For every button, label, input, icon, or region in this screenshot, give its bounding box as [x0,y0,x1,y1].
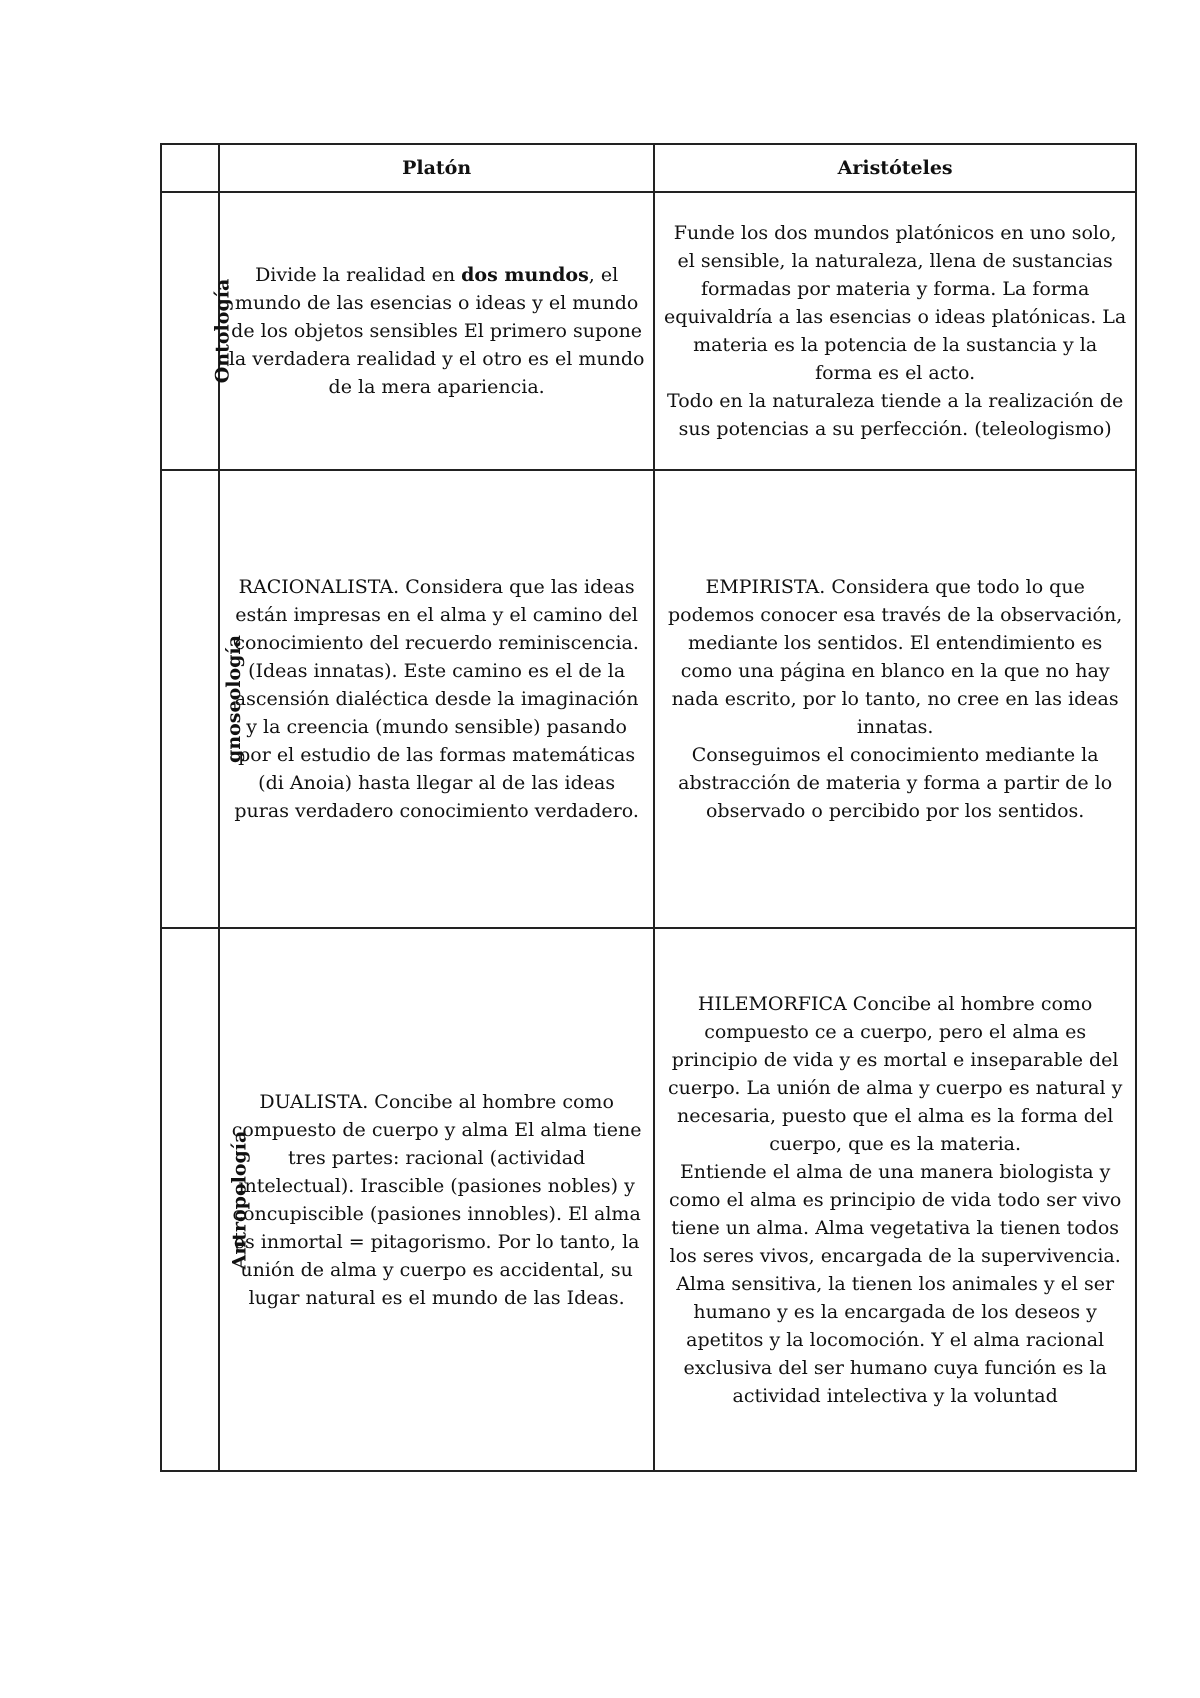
paragraph: Funde los dos mundos platónicos en uno solo, el sensible, la naturaleza, llena de sustancias formadas por materia y forma. La forma equivaldría a las esencias o ideas platónicas. La materia es la potencia de la sustancia y la forma es el acto. [664,222,1127,384]
cell-platon-antropologia [219,928,654,1471]
header-platon: Platón [219,144,654,192]
paragraph: Todo en la naturaleza tiende a la realización de sus potencias a su perfección. (teleologismo) [667,390,1124,440]
header-empty-cell [161,144,219,192]
paragraph: Alma sensitiva, la tienen los animales y el ser humano y es la encargada de los deseos y apetitos y la locomoción. Y el alma racional exclusiva del ser humano cuya función es la actividad intelectiva y la voluntad [676,1272,1115,1407]
paragraph: Entiende el alma de una manera biologista y como el alma es principio de vida todo ser vivo tiene un alma. Alma vegetativa la tienen todos los seres vivos, encargada de la supervivencia. [668,1160,1122,1267]
text-lead: Divide la realidad en [255,264,462,286]
table-row-ontologia [161,192,1136,470]
paragraph: EMPIRISTA. Considera que todo lo que podemos conocer esa través de la observación, mediante los sentidos. El entendimiento es como una página en blanco en la que no hay nada escrito, por lo tanto, no cree en las ideas innatas. [668,576,1123,738]
paragraph: Conseguimos el conocimiento mediante la abstracción de materia y forma a partir de lo observado o percibido por los sentidos. [678,744,1113,822]
header-aristoteles: Aristóteles [654,144,1136,192]
row-label: gnoseología [222,635,245,763]
cell-platon-gnoseologia [219,470,654,928]
row-label-cell [161,470,245,928]
paragraph: DUALISTA. Concibe al hombre como compuesto de cuerpo y alma El alma tiene tres partes: racional (actividad intelectual). Irascible (pasiones nobles) y concupiscible (pasiones innobles). El alma es inmortal = pitagorismo. Por lo tanto, la unión de alma y cuerpo es accidental, su lugar natural es el mundo de las Ideas. [231,1090,642,1309]
cell-aristoteles-gnoseologia [654,470,1136,928]
row-label: Antropología [228,1130,251,1269]
row-label-cell [161,192,234,470]
cell-platon-ontologia [219,192,654,470]
row-label: Ontología [211,278,234,384]
header-row [161,144,1136,192]
text-bold: dos mundos [461,264,589,286]
cell-aristoteles-ontologia [654,192,1136,470]
comparison-table [160,143,1137,1472]
paragraph: HILEMORFICA Concibe al hombre como compuesto ce a cuerpo, pero el alma es principio de vida y es mortal e inseparable del cuerpo. La unión de alma y cuerpo es natural y necesaria, puesto que el alma es la forma del cuerpo, que es la materia. [667,992,1123,1155]
row-label-cell [161,928,251,1471]
text-rest: , el mundo de las esencias o ideas y el mundo de los objetos sensibles El primero supone la verdadera realidad y el otro es el mundo de la mera apariencia. [228,264,645,398]
table-row-gnoseologia [161,470,1136,928]
paragraph [228,261,645,401]
paragraph: RACIONALISTA. Considera que las ideas están impresas en el alma y el camino del conocimiento del recuerdo reminiscencia. (Ideas innatas). Este camino es el de la ascensión dialéctica desde la imaginación y la creencia (mundo sensible) pasando por el estudio de las formas matemáticas (di Anoia) hasta llegar al de las ideas puras verdadero conocimiento verdadero. [234,576,639,822]
cell-aristoteles-antropologia [654,928,1136,1471]
table-row-antropologia [161,928,1136,1471]
